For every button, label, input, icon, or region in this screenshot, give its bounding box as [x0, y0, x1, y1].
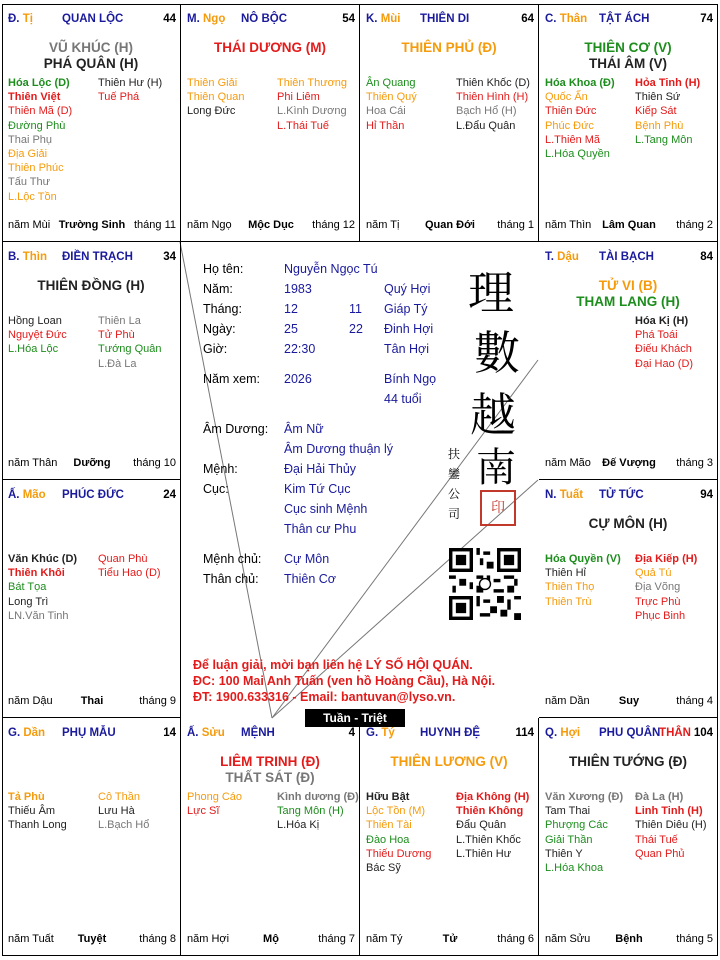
- minor-star: Quả Tú: [635, 567, 672, 580]
- minor-star: Thai Phụ: [8, 133, 53, 146]
- than-chu-value: Thiên Cơ: [284, 572, 336, 586]
- age: 44 tuổi: [384, 392, 422, 406]
- minor-star: Tang Môn (H): [277, 805, 344, 818]
- view-year: 2026: [284, 372, 312, 386]
- minor-star: L.Hóa Kị: [277, 819, 320, 832]
- main-star: THIÊN LƯƠNG (V): [390, 754, 508, 769]
- tuan-triet-label: Tuần - Triệt: [305, 709, 405, 727]
- minor-star: Đẩu Quân: [456, 819, 507, 832]
- minor-star: Tam Thai: [545, 805, 591, 818]
- palace-footer: [8, 695, 176, 709]
- minor-star: Phục Binh: [635, 609, 686, 622]
- than-cu: Thân cư Phu: [284, 522, 357, 536]
- palace-cell-than[interactable]: [539, 4, 718, 242]
- minor-star: Thiên Thương: [277, 77, 348, 89]
- view-year-label: Năm xem:: [203, 372, 260, 386]
- footer-year: năm Dậu: [8, 695, 53, 707]
- cuc-value: Kim Tứ Cục: [284, 482, 351, 496]
- footer-stage: Suy: [618, 695, 640, 707]
- footer-year: năm Tuất: [8, 933, 54, 945]
- palace-footer: [187, 219, 355, 233]
- palace-cell-dan[interactable]: [2, 718, 181, 956]
- palace-branch: G. Dần: [8, 727, 46, 739]
- palace-age-number: 94: [700, 489, 713, 501]
- month-label: Tháng:: [203, 302, 242, 316]
- footer-month: tháng 8: [139, 933, 176, 945]
- calligraphy-char-3: 越: [470, 388, 516, 442]
- footer-month: tháng 4: [676, 695, 713, 707]
- palace-branch: Ấ. Sửu: [187, 727, 225, 739]
- palace-footer: [545, 933, 713, 947]
- minor-star: Tử Phù: [98, 329, 135, 342]
- footer-stage: Quan Đới: [425, 219, 475, 231]
- palace-cell-mui[interactable]: [360, 4, 539, 242]
- day-lunar: 22: [349, 322, 363, 336]
- palace-name: PHỤ MẪU: [62, 727, 116, 739]
- birth-hour: 22:30: [284, 342, 316, 356]
- menh-label: Mệnh:: [203, 462, 238, 476]
- palace-name: HUYNH ĐỆ: [420, 727, 481, 739]
- minor-star: Thiên Giải: [187, 77, 238, 89]
- palace-branch: C. Thân: [545, 13, 588, 25]
- minor-star: Thiên Không: [456, 805, 524, 818]
- palace-age-number: 34: [163, 251, 176, 263]
- palace-header: [545, 13, 713, 27]
- palace-age-number: 54: [342, 13, 355, 25]
- minor-star: Thiên Việt: [8, 91, 61, 104]
- minor-star: Tướng Quân: [98, 343, 162, 356]
- minor-star: Địa Không (H): [456, 791, 530, 803]
- palace-header: [8, 727, 176, 741]
- palace-header: [545, 251, 713, 265]
- minor-star: Thiên Mã (D): [8, 105, 73, 118]
- minor-star: Tuế Phá: [98, 91, 140, 104]
- minor-star: Phá Toái: [635, 329, 678, 342]
- month-solar: 12: [284, 302, 298, 316]
- palace-header: [8, 489, 176, 503]
- minor-star: Phong Cáo: [187, 791, 243, 803]
- palace-header: [8, 13, 176, 27]
- minor-star: Linh Tinh (H): [635, 805, 703, 818]
- minor-star: Thiên Thọ: [545, 581, 595, 594]
- minor-star: L.Lộc Tồn: [8, 190, 57, 203]
- palace-name: MỆNH: [241, 727, 275, 739]
- than-marker: THÂN: [659, 727, 691, 739]
- minor-star: Thiếu Âm: [8, 805, 56, 818]
- palace-footer: [8, 219, 176, 233]
- palace-footer: [8, 457, 176, 471]
- minor-star: L.Thiên Khốc: [456, 833, 521, 846]
- footer-year: năm Tị: [366, 219, 400, 231]
- footer-month: tháng 9: [139, 695, 176, 707]
- minor-star: Quan Phủ: [635, 847, 685, 860]
- minor-star: Bát Tọa: [8, 581, 47, 594]
- minor-star: Thiên Đức: [545, 105, 597, 118]
- day-can-chi: Đinh Hợi: [384, 322, 434, 336]
- minor-star: Thiên Trù: [545, 595, 592, 608]
- minor-star: Phi Liêm: [277, 91, 320, 104]
- footer-stage: Lâm Quan: [602, 219, 656, 231]
- minor-star: L.Kình Dương: [277, 105, 347, 118]
- palace-footer: [8, 933, 176, 947]
- minor-star: Hóa Lộc (D): [8, 77, 70, 89]
- calligraphy-char-4: 南: [476, 445, 516, 491]
- palace-name: ĐIỀN TRẠCH: [62, 251, 133, 263]
- footer-stage: Dưỡng: [73, 457, 111, 469]
- minor-star: L.Hóa Quyền: [545, 148, 610, 161]
- palace-cell-thin[interactable]: [2, 242, 181, 480]
- palace-name: TẬT ÁCH: [599, 13, 650, 25]
- main-star: THẤT SÁT (Đ): [225, 770, 315, 785]
- contact-phone-email: ĐT: 1900.633316 - Email: bantuvan@lyso.vn.: [193, 690, 456, 704]
- minor-star: Phượng Các: [545, 819, 608, 832]
- footer-month: tháng 7: [318, 933, 355, 945]
- minor-star: Hóa Quyền (V): [545, 553, 621, 565]
- calligraphy-char-1: 理: [468, 266, 514, 320]
- palace-age-number: 4: [348, 727, 355, 739]
- minor-star: Đào Hoa: [366, 833, 410, 846]
- minor-star: L.Thiên Mã: [545, 133, 601, 146]
- palace-branch: G. Tý: [366, 727, 395, 739]
- palace-header: [545, 727, 713, 741]
- palace-cell-hoi[interactable]: [539, 718, 718, 956]
- minor-star: Kình dương (Đ): [277, 791, 359, 803]
- menh-value: Đại Hải Thủy: [284, 462, 357, 476]
- footer-month: tháng 11: [133, 219, 176, 231]
- main-star: THAM LANG (H): [576, 294, 680, 309]
- minor-star: LN.Văn Tinh: [8, 609, 69, 622]
- minor-star: Nguyệt Đức: [8, 329, 67, 342]
- minor-star: L.Thiên Hư: [456, 847, 512, 860]
- minor-star: Long Đức: [187, 105, 236, 118]
- year-can-chi: Quý Hợi: [384, 282, 431, 296]
- main-star: THIÊN CƠ (V): [584, 40, 672, 55]
- hour-can-chi: Tân Hợi: [384, 342, 430, 356]
- minor-star: Địa Giải: [8, 148, 48, 161]
- footer-month: tháng 3: [676, 457, 713, 469]
- minor-star: Thiên Sứ: [635, 91, 681, 104]
- contact-line-1: Để luận giải, mời bạn liên hệ LÝ SỐ HỘI QUÁN.: [193, 658, 473, 672]
- main-star: LIÊM TRINH (Đ): [220, 754, 320, 769]
- hour-label: Giờ:: [203, 342, 228, 356]
- qr-code-icon[interactable]: [449, 548, 521, 620]
- footer-stage: Thai: [80, 695, 104, 707]
- minor-star: L.Hóa Khoa: [545, 862, 604, 875]
- palace-branch: K. Mùi: [366, 13, 401, 25]
- amduong-label: Âm Dương:: [203, 422, 269, 436]
- palace-footer: [545, 219, 713, 233]
- minor-star: Kiếp Sát: [635, 105, 677, 118]
- minor-star: Thiên Hỉ: [545, 567, 586, 580]
- palace-branch: Đ. Tị: [8, 13, 33, 25]
- minor-star: Tiểu Hao (D): [98, 567, 161, 580]
- minor-star: Phúc Đức: [545, 119, 594, 132]
- minor-star: Long Trì: [8, 595, 49, 608]
- minor-star: Thiên Diêu (H): [635, 819, 707, 832]
- palace-age-number: 74: [700, 13, 713, 25]
- footer-stage: Tuyệt: [77, 933, 107, 945]
- minor-star: Giải Thần: [545, 833, 593, 846]
- minor-star: Thiếu Dương: [366, 847, 432, 860]
- main-star: VŨ KHÚC (H): [49, 40, 133, 55]
- minor-star: Bạch Hổ (H): [456, 105, 517, 118]
- palace-name: PHÚC ĐỨC: [62, 489, 124, 501]
- footer-year: năm Sửu: [545, 933, 591, 945]
- palace-header: [545, 489, 713, 503]
- minor-star: Văn Xương (Đ): [545, 791, 624, 803]
- minor-star: Lộc Tồn (M): [366, 805, 426, 818]
- palace-age-number: 84: [700, 251, 713, 263]
- seal-small-text: 扶 鑾 公 司: [448, 447, 461, 521]
- palace-cell-mao[interactable]: [2, 480, 181, 718]
- footer-year: năm Ngọ: [187, 219, 232, 231]
- birth-year: 1983: [284, 282, 312, 296]
- palace-cell-ti[interactable]: [2, 4, 181, 242]
- minor-star: Tả Phù: [8, 791, 45, 803]
- day-solar: 25: [284, 322, 298, 336]
- contact-address: ĐC: 100 Mai Anh Tuấn (ven hồ Hoàng Cầu), Hà Nội.: [193, 674, 496, 688]
- palace-age-number: 64: [521, 13, 534, 25]
- palace-branch: Q. Hợi: [545, 727, 581, 739]
- minor-star: L.Hóa Lộc: [8, 343, 59, 356]
- palace-branch: N. Tuất: [545, 489, 584, 501]
- minor-star: Đà La (H): [635, 791, 684, 803]
- palace-header: [187, 727, 355, 741]
- minor-star: Thiên Quan: [187, 91, 245, 104]
- minor-star: Quan Phù: [98, 553, 148, 565]
- palace-header: [8, 251, 176, 265]
- minor-star: L.Tang Môn: [635, 133, 693, 146]
- minor-star: Hữu Bật: [366, 791, 410, 803]
- month-can-chi: Giáp Tý: [384, 302, 428, 316]
- minor-star: Ân Quang: [366, 77, 416, 89]
- footer-year: năm Hợi: [187, 933, 230, 945]
- palace-footer: [545, 457, 713, 471]
- amduong-note: Âm Dương thuận lý: [284, 442, 393, 456]
- palace-cell-dau[interactable]: [539, 242, 718, 480]
- palace-branch: T. Dậu: [545, 251, 579, 263]
- palace-cell-tuat[interactable]: [539, 480, 718, 718]
- palace-age-number: 14: [163, 727, 176, 739]
- footer-month: tháng 6: [497, 933, 534, 945]
- minor-star: Thiên Quý: [366, 91, 417, 104]
- minor-star: L.Bạch Hổ: [98, 819, 150, 832]
- main-star: CỰ MÔN (H): [588, 516, 668, 531]
- palace-name: THIÊN DI: [420, 13, 470, 25]
- main-star: THIÊN TƯỚNG (Đ): [569, 754, 687, 769]
- year-label: Năm:: [203, 282, 233, 296]
- footer-month: tháng 5: [676, 933, 713, 945]
- palace-name: NÔ BỘC: [241, 13, 287, 25]
- palace-cell-suu[interactable]: [181, 718, 360, 956]
- name-label: Họ tên:: [203, 262, 244, 276]
- minor-star: Thiên Khốc (D): [456, 77, 530, 89]
- minor-star: Trực Phù: [635, 595, 681, 608]
- footer-month: tháng 10: [133, 457, 176, 469]
- minor-star: Lực Sĩ: [187, 805, 220, 818]
- palace-name: TỬ TỨC: [599, 489, 644, 501]
- minor-star: Cô Thần: [98, 791, 140, 803]
- palace-footer: [366, 933, 534, 947]
- palace-branch: M. Ngọ: [187, 13, 226, 25]
- day-label: Ngày:: [203, 322, 236, 336]
- palace-branch: Ấ. Mão: [8, 489, 46, 501]
- minor-star: Đường Phù: [8, 119, 66, 132]
- palace-footer: [545, 695, 713, 709]
- minor-star: Bác Sỹ: [366, 862, 401, 875]
- menh-chu-value: Cự Môn: [284, 552, 330, 566]
- footer-year: năm Tý: [366, 933, 403, 945]
- minor-star: Thái Tuế: [635, 833, 678, 846]
- palace-footer: [366, 219, 534, 233]
- palace-header: [366, 727, 534, 741]
- red-seal-icon: 印: [480, 490, 516, 526]
- minor-star: Hồng Loan: [8, 315, 62, 327]
- than-chu-label: Thân chủ:: [203, 572, 259, 586]
- calligraphy-char-2: 數: [474, 326, 520, 380]
- footer-year: năm Mão: [545, 457, 591, 469]
- palace-header: [366, 13, 534, 27]
- footer-stage: Mộ: [263, 933, 279, 945]
- minor-star: Thanh Long: [8, 819, 67, 832]
- minor-star: L.Đà La: [98, 357, 137, 370]
- month-lunar: 11: [349, 302, 362, 316]
- main-star: THÁI DƯƠNG (M): [214, 40, 326, 55]
- palace-name: QUAN LỘC: [62, 13, 124, 25]
- palace-cell-ngo[interactable]: [181, 4, 360, 242]
- palace-age-number: 44: [163, 13, 176, 25]
- minor-star: Địa Kiếp (H): [635, 553, 698, 565]
- minor-star: Thiên La: [98, 315, 141, 327]
- footer-year: năm Mùi: [8, 219, 51, 231]
- main-star: THIÊN PHỦ (Đ): [401, 40, 497, 55]
- minor-star: Quốc Ấn: [545, 91, 588, 104]
- main-star: TỬ VI (B): [598, 278, 658, 293]
- minor-star: L.Đẩu Quân: [456, 119, 516, 132]
- minor-star: Thiên Tài: [366, 819, 412, 832]
- footer-stage: Trường Sinh: [58, 219, 126, 231]
- palace-age-number: 104: [693, 727, 713, 739]
- amduong-value: Âm Nữ: [284, 422, 324, 436]
- person-name: Nguyễn Ngọc Tú: [284, 262, 378, 276]
- cuc-note: Cục sinh Mệnh: [284, 502, 368, 516]
- palace-name: PHU QUÂN: [599, 727, 661, 739]
- palace-footer: [187, 933, 355, 947]
- minor-star: Bệnh Phù: [635, 119, 684, 132]
- footer-year: năm Thìn: [545, 219, 592, 231]
- palace-name: TÀI BẠCH: [599, 251, 654, 263]
- minor-star: Điếu Khách: [635, 343, 692, 356]
- minor-star: Hỉ Thần: [366, 119, 405, 132]
- menh-chu-label: Mệnh chủ:: [203, 552, 262, 566]
- footer-month: tháng 1: [497, 219, 534, 231]
- minor-star: Văn Khúc (D): [8, 553, 78, 565]
- footer-stage: Mộc Dục: [248, 219, 294, 231]
- footer-month: tháng 2: [676, 219, 713, 231]
- footer-stage: Tử: [442, 933, 458, 945]
- minor-star: Thiên Khôi: [8, 567, 65, 580]
- footer-year: năm Thân: [8, 457, 58, 469]
- minor-star: Hóa Kị (H): [635, 315, 689, 327]
- palace-age-number: 114: [515, 727, 534, 739]
- main-star: THIÊN ĐỒNG (H): [37, 278, 145, 293]
- minor-star: Hóa Khoa (Đ): [545, 77, 615, 89]
- minor-star: Hoa Cái: [366, 105, 406, 118]
- minor-star: Tấu Thư: [8, 176, 51, 189]
- minor-star: Thiên Phúc: [8, 162, 64, 175]
- footer-year: năm Dần: [545, 695, 590, 707]
- minor-star: Hỏa Tinh (H): [635, 77, 701, 89]
- footer-month: tháng 12: [312, 219, 355, 231]
- footer-stage: Bệnh: [615, 933, 643, 945]
- minor-star: Đại Hao (D): [635, 357, 694, 370]
- minor-star: Thiên Y: [545, 847, 583, 860]
- palace-branch: B. Thìn: [8, 251, 47, 263]
- main-star: PHÁ QUÂN (H): [43, 56, 139, 71]
- minor-star: Lưu Hà: [98, 805, 135, 818]
- palace-header: [187, 13, 355, 27]
- cuc-label: Cục:: [203, 482, 229, 496]
- minor-star: L.Thái Tuế: [277, 119, 329, 132]
- minor-star: Thiên Hư (H): [98, 77, 163, 89]
- palace-cell-ty[interactable]: [360, 718, 539, 956]
- palace-age-number: 24: [163, 489, 176, 501]
- main-star: THÁI ÂM (V): [589, 56, 667, 71]
- footer-stage: Đế Vượng: [602, 457, 656, 469]
- minor-star: Địa Võng: [635, 581, 681, 594]
- minor-star: Thiên Hình (H): [456, 91, 529, 104]
- view-year-can-chi: Bính Ngọ: [384, 372, 437, 386]
